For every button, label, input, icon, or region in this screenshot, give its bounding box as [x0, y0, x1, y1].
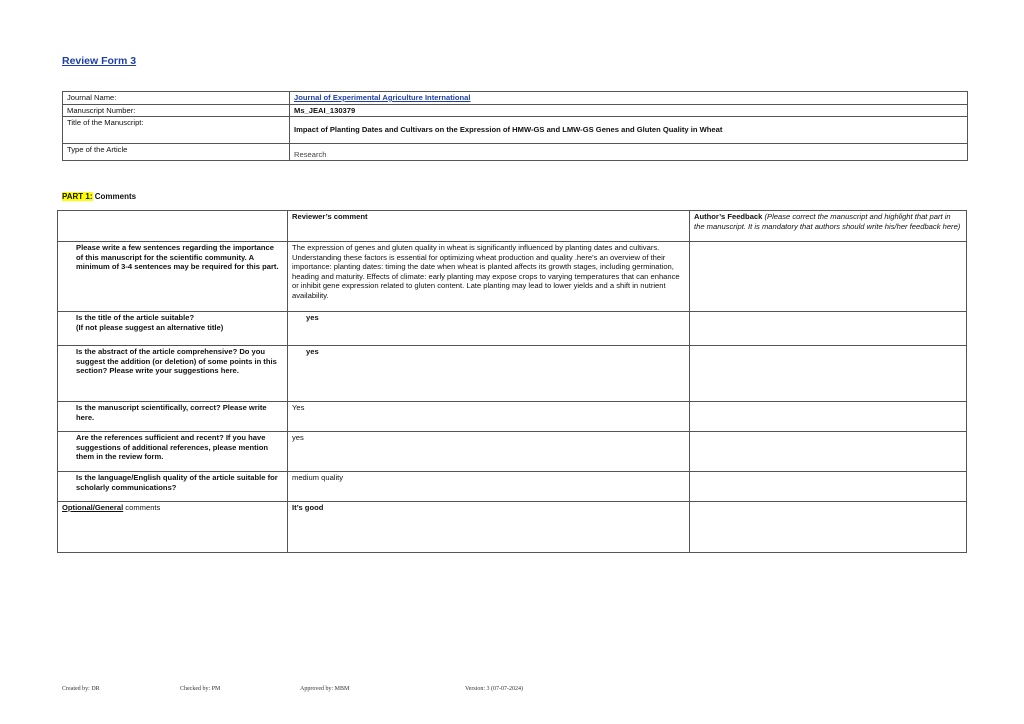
reviewer-answer-cell[interactable]: yes	[288, 312, 690, 346]
reviewer-answer-cell[interactable]: The expression of genes and gluten quality in wheat is significantly influenced by planting dates and cultivars. Understanding these factors is essential for optimizing wheat production and quality .here's an overview of their importance: planting dates: timing the date when wheat is planted affects its growth stages, including germination, heading and maturity. Effects of climate: early planting may expose crops to varying temperatures that can enhance or inhibit gene expression related to gluten content. Late planting may lead to lower yields and a shift in nutrient availability.	[288, 242, 690, 312]
footer-approved-by: Approved by: MBM	[300, 686, 350, 692]
optional-comments-label	[58, 502, 288, 553]
journal-row	[63, 92, 968, 105]
author-feedback-cell[interactable]	[690, 472, 967, 502]
journal-label: Journal Name:	[63, 92, 290, 105]
reviewer-answer-cell[interactable]: yes	[288, 346, 690, 402]
author-feedback-cell[interactable]	[690, 346, 967, 402]
footer-version: Version: 3 (07-07-2024)	[465, 686, 523, 692]
part-number: PART 1:	[62, 192, 93, 201]
question-cell: Is the manuscript scientifically, correct? Please write here.	[58, 402, 288, 432]
form-title: Review Form 3	[62, 55, 137, 67]
review-row-scientific	[58, 402, 967, 432]
review-row-abstract	[58, 346, 967, 402]
optional-general-label: Optional/General	[62, 503, 124, 512]
footer-created-by: Created by: DR	[62, 686, 100, 692]
reviewer-answer-cell[interactable]: yes	[288, 432, 690, 472]
question-cell: Please write a few sentences regarding the importance of this manuscript for the scientific community. A minimum of 3-4 sentences may be required for this part.	[58, 242, 288, 312]
manuscript-title-row	[63, 117, 968, 144]
reviewer-answer-cell[interactable]: medium quality	[288, 472, 690, 502]
author-feedback-cell[interactable]	[690, 242, 967, 312]
comments-label: comments	[123, 503, 161, 512]
review-row-importance	[58, 242, 967, 312]
article-type-value: Research	[290, 144, 968, 161]
review-header-row	[58, 211, 967, 242]
reviewer-answer-cell[interactable]: Yes	[288, 402, 690, 432]
review-row-references	[58, 432, 967, 472]
footer-checked-by: Checked by: PM	[180, 686, 221, 692]
part-heading	[62, 192, 136, 201]
review-row-optional	[58, 502, 967, 553]
manuscript-number-label: Manuscript Number:	[63, 104, 290, 117]
author-feedback-title: Author’s Feedback	[694, 212, 763, 221]
review-row-title	[58, 312, 967, 346]
author-feedback-cell[interactable]	[690, 402, 967, 432]
manuscript-title-value: Impact of Planting Dates and Cultivars on the Expression of HMW-GS and LMW-GS Genes and Gluten Quality in Wheat	[290, 117, 968, 144]
author-feedback-note: (Please correct the manuscript and highlight that part in the manuscript. It is mandatory that authors should write his/her feedback here)	[694, 212, 961, 231]
header-empty-cell	[58, 211, 288, 242]
review-comments-table	[57, 210, 967, 553]
manuscript-number-row	[63, 104, 968, 117]
reviewer-optional-answer[interactable]: It’s good	[288, 502, 690, 553]
question-cell: Is the title of the article suitable? (If not please suggest an alternative title)	[58, 312, 288, 346]
author-feedback-cell[interactable]	[690, 312, 967, 346]
part-label: Comments	[92, 192, 137, 201]
article-type-label: Type of the Article	[63, 144, 290, 161]
journal-name-link[interactable]: Journal of Experimental Agriculture International	[294, 93, 471, 102]
author-feedback-header	[690, 211, 967, 242]
reviewer-comment-header: Reviewer’s comment	[288, 211, 690, 242]
question-cell: Is the abstract of the article comprehensive? Do you suggest the addition (or deletion) of some points in this section? Please write your suggestions here.	[58, 346, 288, 402]
author-feedback-cell[interactable]	[690, 502, 967, 553]
author-feedback-cell[interactable]	[690, 432, 967, 472]
question-cell: Is the language/English quality of the article suitable for scholarly communications?	[58, 472, 288, 502]
review-row-language	[58, 472, 967, 502]
article-type-row	[63, 144, 968, 161]
manuscript-info-table	[62, 91, 968, 161]
question-cell: Are the references sufficient and recent? If you have suggestions of additional references, please mention them in the review form.	[58, 432, 288, 472]
manuscript-number-value: Ms_JEAI_130379	[290, 104, 968, 117]
manuscript-title-label: Title of the Manuscript:	[63, 117, 290, 144]
